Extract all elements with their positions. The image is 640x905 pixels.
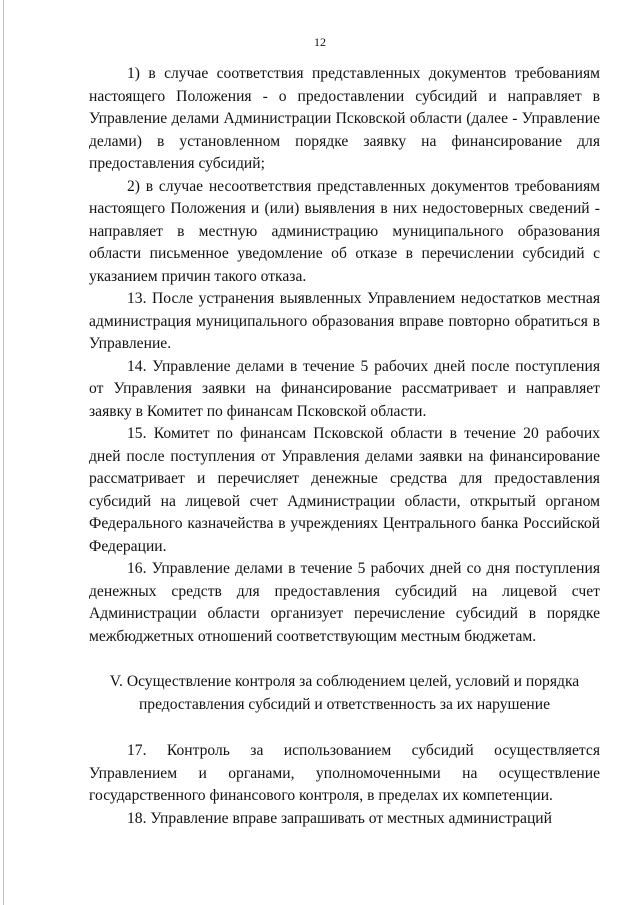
page-number: 12 [314, 35, 326, 49]
section-heading-line-1: V. Осуществление контроля за соблюдением целей, условий и порядка [109, 673, 580, 690]
page-body [89, 63, 600, 830]
scan-edge [3, 0, 4, 905]
paragraph-16: 16. Управление делами в течение 5 рабочих дней со дня поступления денежных средств для предоставления субсидий на лицевой счет Администрации области организует перечисление субсидий в порядке межбюджетных отношений соответствующим местным бюджетам. [89, 560, 600, 645]
section-heading-line-2: предоставления субсидий и ответственность за их нарушение [138, 695, 551, 713]
paragraph-15: 15. Комитет по финансам Псковской области в течение 20 рабочих дней после поступления от Управления делами заявки на финансирование рассматривает и перечисляет денежные средства для предоставления субсидий на лицевой счет Администрации области, открытый органом Федерального казначейства в учреждениях Центрального банка Российской Федерации. [89, 425, 600, 555]
paragraph-12-1: 1) в случае соответствия представленных документов требованиям настоящего Положения - о предоставлении субсидий и направляет в Управление делами Администрации Псковской области (далее - Управление делами) в установленном порядке заявку на финансирование для предоставления субсидий; [89, 65, 600, 172]
paragraph-18: 18. Управление вправе запрашивать от местных администраций [127, 809, 552, 827]
paragraph-13: 13. После устранения выявленных Управлением недостатков местная администрация муниципального образования вправе повторно обратиться в Управление. [89, 290, 600, 352]
section-heading [89, 671, 600, 716]
paragraph-12-2: 2) в случае несоответствия представленных документов требованиям настоящего Положения и (или) выявления в них недостоверных сведений - направляет в местную администрацию муниципального образования области письменное уведомление об отказе в перечислении субсидий с указанием причин такого отказа. [89, 177, 600, 285]
paragraph-14: 14. Управление делами в течение 5 рабочих дней после поступления от Управления заявки на финансирование рассматривает и направляет заявку в Комитет по финансам Псковской области. [89, 357, 600, 420]
paragraph-17: 17. Контроль за использованием субсидий осуществляется Управлением и органами, уполномоченными на осуществление государственного финансового контроля, в пределах их компетенции. [89, 742, 600, 804]
